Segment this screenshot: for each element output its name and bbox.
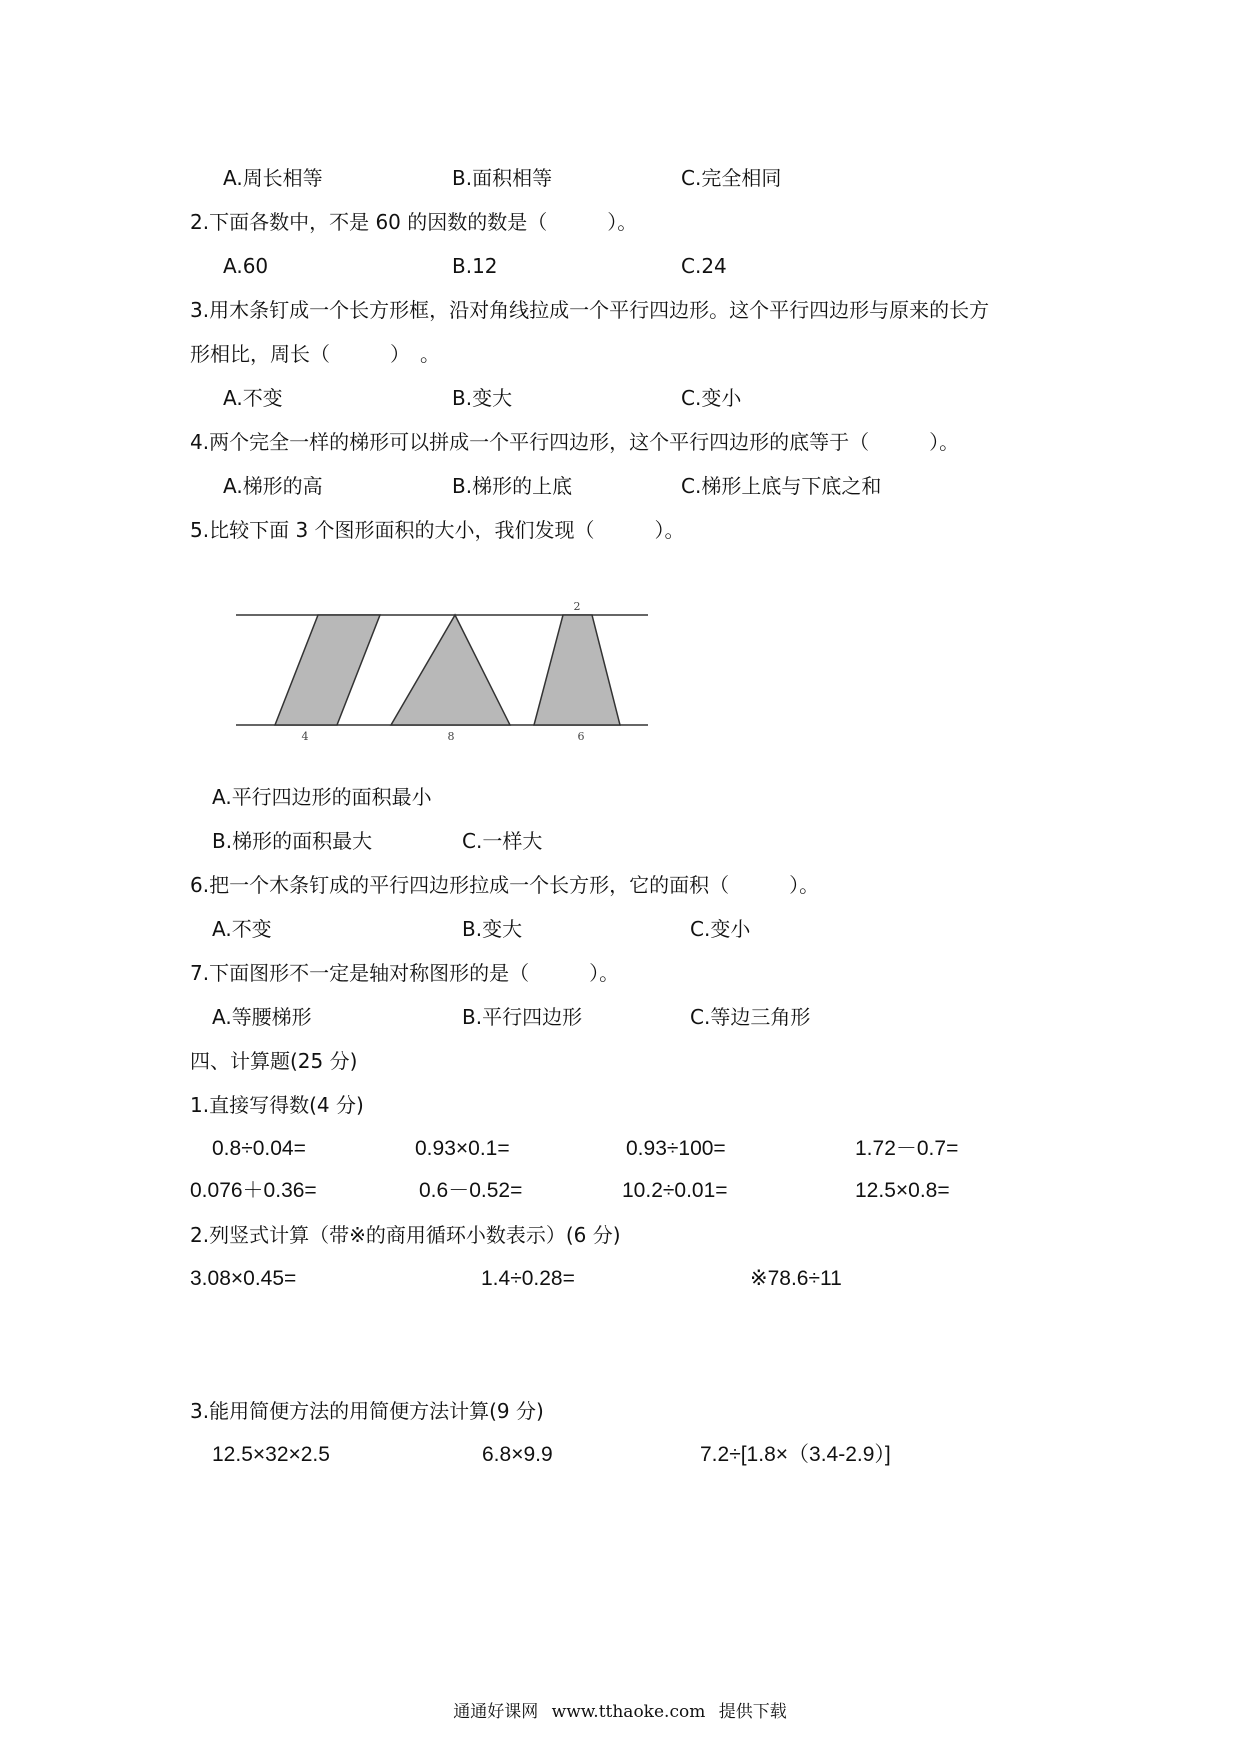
q5-option-b: B.梯形的面积最大	[212, 829, 373, 853]
calc2-item-2: 1.4÷0.28=	[481, 1267, 575, 1290]
trapezoid-shape	[534, 615, 620, 725]
q5-option-c: C.一样大	[462, 829, 543, 853]
q1-option-c: C.完全相同	[681, 166, 782, 190]
calc1-r1-item-1: 0.8÷0.04=	[212, 1137, 306, 1160]
calc1-r2-item-4: 12.5×0.8=	[855, 1179, 950, 1202]
label-parallelogram-base: 4	[301, 730, 309, 743]
q1-option-a: A.周长相等	[223, 166, 323, 190]
q1-option-b: B.面积相等	[452, 166, 553, 190]
parallelogram-shape	[275, 615, 380, 725]
q4-question: 4.两个完全一样的梯形可以拼成一个平行四边形，这个平行四边形的底等于（ ）。	[190, 430, 960, 454]
q2-option-a: A.60	[223, 254, 269, 278]
q7-option-b: B.平行四边形	[462, 1005, 583, 1029]
triangle-shape	[391, 615, 510, 725]
q6-option-a: A.不变	[212, 917, 272, 941]
calc3-item-2: 6.8×9.9	[482, 1443, 553, 1466]
page-footer	[0, 1697, 1240, 1722]
q5-question: 5.比较下面 3 个图形面积的大小，我们发现（ ）。	[190, 518, 685, 542]
label-trapezoid-top: 2	[573, 600, 581, 613]
calc1-r1-item-4: 1.72－0.7=	[855, 1137, 959, 1160]
q2-question: 2.下面各数中，不是 60 的因数的数是（ ）。	[190, 210, 638, 234]
label-trapezoid-base: 6	[577, 730, 585, 743]
q6-option-b: B.变大	[462, 917, 523, 941]
q4-option-a: A.梯形的高	[223, 474, 323, 498]
q2-option-b: B.12	[452, 254, 498, 278]
q4-option-c: C.梯形上底与下底之和	[681, 474, 882, 498]
footer-note: 提供下载	[718, 1702, 787, 1722]
q6-question: 6.把一个木条钉成的平行四边形拉成一个长方形，它的面积（ ）。	[190, 873, 820, 897]
footer-site-name: 通通好课网	[453, 1702, 539, 1722]
q5-shapes-figure	[0, 0, 1240, 760]
calc3-title: 3.能用简便方法的用简便方法计算(9 分)	[190, 1399, 544, 1423]
q5-option-a: A.平行四边形的面积最小	[212, 785, 432, 809]
q6-option-c: C.变小	[690, 917, 751, 941]
calc2-item-3: ※78.6÷11	[750, 1267, 842, 1290]
q7-question: 7.下面图形不一定是轴对称图形的是（ ）。	[190, 961, 620, 985]
calc1-r1-item-2: 0.93×0.1=	[415, 1137, 510, 1160]
label-triangle-base: 8	[447, 730, 455, 743]
q3-option-a: A.不变	[223, 386, 283, 410]
q2-option-c: C.24	[681, 254, 727, 278]
q7-option-c: C.等边三角形	[690, 1005, 811, 1029]
calc3-item-1: 12.5×32×2.5	[212, 1443, 330, 1466]
q3-question-line1: 3.用木条钉成一个长方形框，沿对角线拉成一个平行四边形。这个平行四边形与原来的长方	[190, 298, 990, 322]
calc1-r2-item-1: 0.076＋0.36=	[190, 1179, 317, 1202]
footer-url: www.tthaoke.com	[551, 1702, 706, 1722]
calc1-r2-item-2: 0.6－0.52=	[419, 1179, 523, 1202]
q3-option-c: C.变小	[681, 386, 742, 410]
q3-option-b: B.变大	[452, 386, 513, 410]
q7-option-a: A.等腰梯形	[212, 1005, 312, 1029]
calc2-title: 2.列竖式计算（带※的商用循环小数表示）(6 分)	[190, 1223, 621, 1247]
calc2-item-1: 3.08×0.45=	[190, 1267, 297, 1290]
q4-option-b: B.梯形的上底	[452, 474, 573, 498]
calc1-title: 1.直接写得数(4 分)	[190, 1093, 364, 1117]
calc1-r1-item-3: 0.93÷100=	[626, 1137, 726, 1160]
section-4-title: 四、计算题(25 分)	[190, 1049, 358, 1073]
calc1-r2-item-3: 10.2÷0.01=	[622, 1179, 728, 1202]
q3-question-line2: 形相比，周长（ ） 。	[190, 342, 440, 366]
calc3-item-3: 7.2÷[1.8×（3.4-2.9）]	[700, 1443, 891, 1466]
